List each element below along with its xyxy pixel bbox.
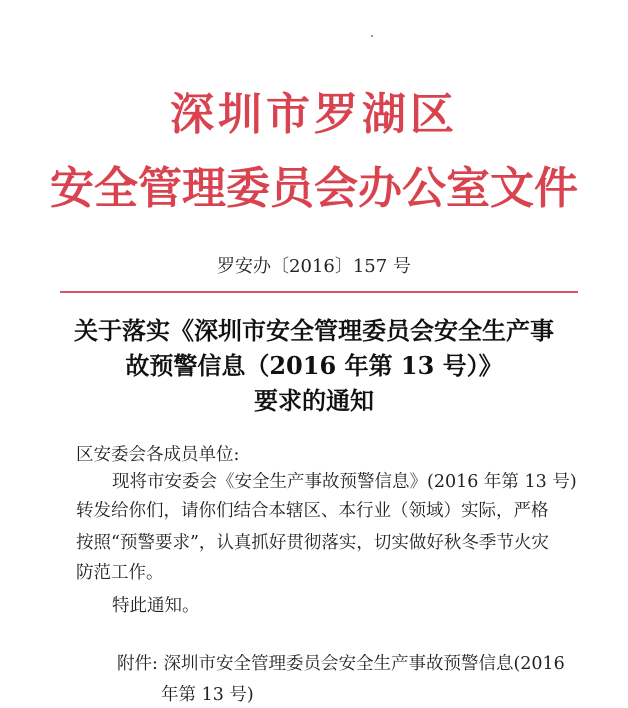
body-paragraph-line4: 防范工作。 — [76, 563, 164, 583]
document-title-line3: 要求的通知 — [254, 386, 374, 415]
document-number: 罗安办〔2016〕157 号 — [217, 256, 411, 277]
issuing-organization-line1: 深圳市罗湖区 — [170, 89, 458, 140]
scan-speck — [371, 35, 373, 37]
attachment-line1: 附件: 深圳市安全管理委员会安全生产事故预警信息(2016 — [117, 654, 565, 674]
body-paragraph-line1: 现将市安委会《安全生产事故预警信息》(2016 年第 13 号) — [112, 472, 577, 492]
issuing-organization-line2: 安全管理委员会办公室文件 — [50, 163, 578, 214]
closing-remark: 特此通知。 — [112, 596, 200, 616]
salutation: 区安委会各成员单位: — [76, 445, 240, 465]
body-paragraph-line3: 按照“预警要求”，认真抓好贯彻落实，切实做好秋冬季节火灾 — [76, 533, 549, 553]
body-paragraph-line2: 转发给你们，请你们结合本辖区、本行业（领域）实际，严格 — [76, 501, 549, 521]
red-divider-line — [60, 291, 578, 293]
document-title-line1: 关于落实《深圳市安全管理委员会安全生产事 — [74, 316, 554, 345]
document-title-line2: 故预警信息（2016 年第 13 号）》 — [125, 351, 503, 380]
attachment-line2: 年第 13 号) — [161, 685, 254, 705]
